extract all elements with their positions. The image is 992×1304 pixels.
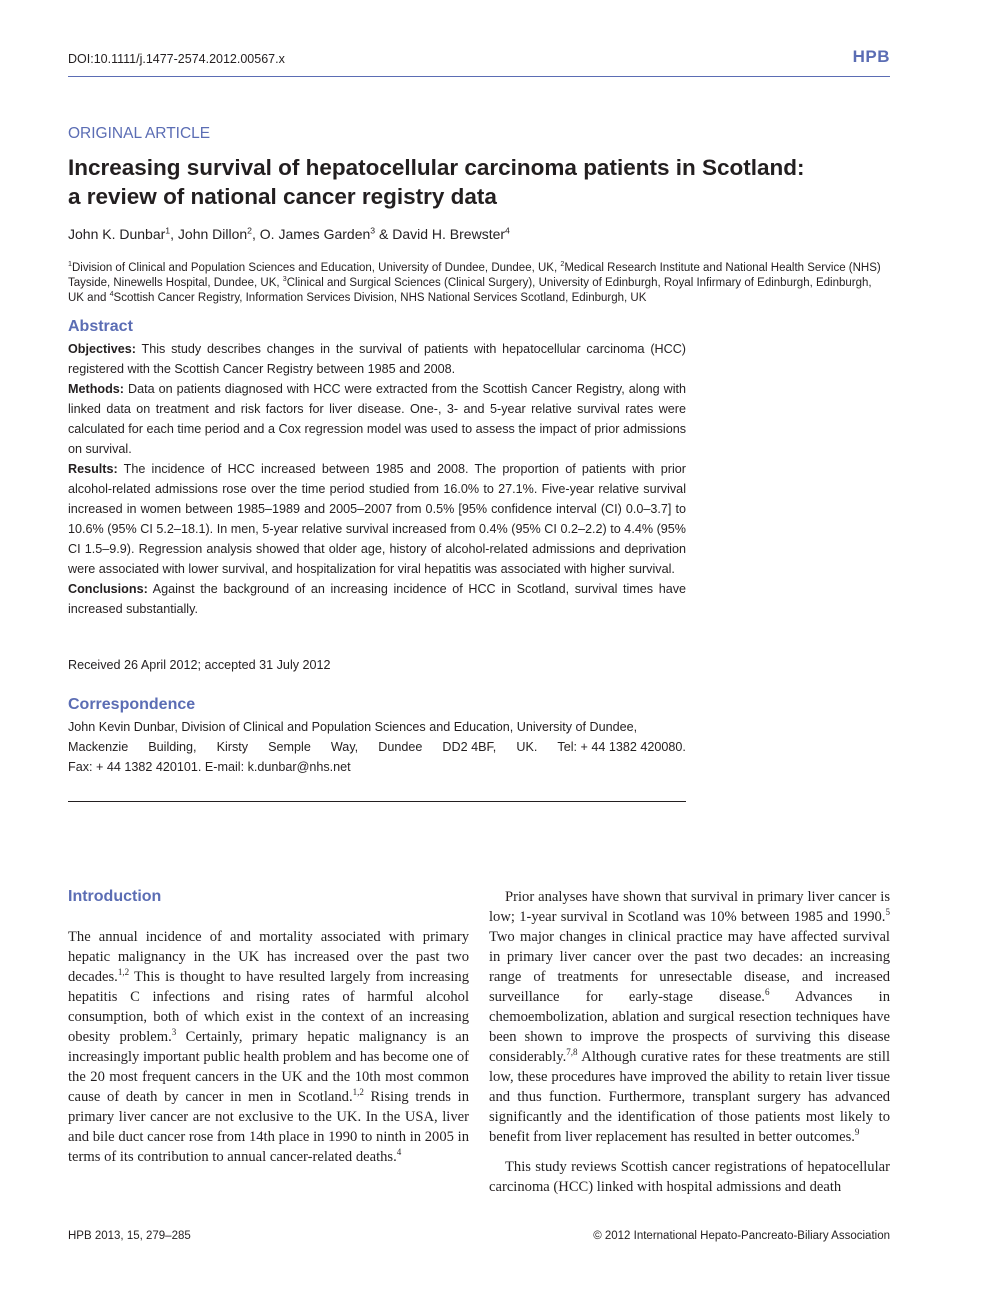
correspondence-word: Building, (148, 740, 197, 754)
author-name: O. James Garden (259, 226, 371, 242)
citation-marker: 3 (171, 1027, 177, 1038)
citation-marker: 1,2 (117, 967, 130, 978)
correspondence-word: Kirsty (216, 740, 249, 754)
correspondence-word: Tel: + 44 1382 420080. (557, 740, 686, 754)
abstract-body (68, 339, 686, 619)
methods-text: Data on patients diagnosed with HCC were extracted from the Scottish Cancer Registry, along with linked data on treatment and risk factors for liver disease. One-, 3- and 5-year relative survival rates were calculated for each time period and a Cox regression model was used to assess the impact of prior admissions on survival. (68, 382, 686, 456)
body-column-left (68, 927, 469, 1167)
objectives-label: Objectives: (68, 342, 136, 356)
title-line-1: Increasing survival of hepatocellular carcinoma patients in Scotland: (68, 155, 805, 180)
abstract-objectives (68, 339, 686, 379)
body-text: Advances in chemoembolization, ablation and surgical resection techniques have been shown to improve the prospects of surviving this disease considerably. (489, 989, 890, 1065)
received-dates: Received 26 April 2012; accepted 31 July 2012 (68, 658, 331, 672)
affiliation-text: Medical Research Institute and National Health Service (NHS) Tayside, Ninewells Hospital, Dundee, UK, (68, 262, 881, 289)
objectives-text: This study describes changes in the survival of patients with hepatocellular carcinoma (HCC) registered with the Scottish Cancer Registry between 1985 and 2008. (68, 342, 687, 376)
citation-marker: 7,8 (566, 1047, 578, 1058)
citation-marker: 6 (764, 987, 770, 998)
footer-copyright: © 2012 International Hepato-Pancreato-Biliary Association (593, 1230, 890, 1242)
affiliations (68, 261, 890, 306)
methods-label: Methods: (68, 382, 124, 396)
correspondence-line-2 (68, 737, 686, 757)
author-name: John Dillon (177, 226, 248, 242)
body-text: Rising trends in primary liver cancer are not exclusive to the UK. In the USA, liver and bile duct cancer rose from 14th place in 1990 to ninth in 2005 in terms of its contribution to annual cancer-related deaths. (68, 1089, 469, 1165)
title-line-2: a review of national cancer registry data (68, 184, 497, 209)
abstract-heading: Abstract (68, 318, 133, 335)
intro-paragraph-3 (489, 1157, 890, 1197)
abstract-rule (68, 801, 686, 802)
body-text: Certainly, primary hepatic malignancy is an increasingly important public health problem and has become one of the 20 most frequent cancers in the UK and the 10th most common cause of death by cancer in men in Scotland. (68, 1029, 469, 1105)
header-rule (68, 76, 890, 77)
introduction-heading: Introduction (68, 888, 162, 905)
correspondence-word: Dundee (378, 740, 423, 754)
affiliation-text: Scottish Cancer Registry, Information Services Division, NHS National Services Scotland, Edinburgh, UK (113, 292, 647, 304)
doi: DOI:10.1111/j.1477-2574.2012.00567.x (68, 52, 285, 66)
correspondence-word: DD2 4BF, (442, 740, 497, 754)
author-affiliation-marker: 1 (165, 225, 171, 236)
citation-marker: 1,2 (352, 1087, 364, 1098)
correspondence-word: Mackenzie (68, 740, 129, 754)
body-text: Although curative rates for these treatments are still low, these procedures have improved the ability to retain liver tissue and thus function. Furthermore, transplant surgery has advanced significantly and the identification of those patients most likely to benefit from liver replacement has resulted in better outcomes. (489, 1049, 890, 1145)
article-title (68, 153, 898, 211)
correspondence-word: UK. (516, 740, 538, 754)
conclusions-label: Conclusions: (68, 582, 148, 596)
results-text: The incidence of HCC increased between 1985 and 2008. The proportion of patients with prior alcohol-related admissions rose over the time period studied from 16.0% to 27.1%. Five-year relative survival increased in women between 1985–1989 and 2005–2007 from 0.5% [95% confidence interval (CI) 0.0–3.7] to 10.6% (95% CI 5.2–18.1). In men, 5-year relative survival increased from 0.4% (95% CI 0.2–2.2) to 4.4% (95% CI 1.5–9.9). Regression analysis showed that older age, history of alcohol-related admissions and deprivation were associated with lower survival, and hospitalization for viral hepatitis was associated with higher survival. (68, 462, 686, 576)
correspondence-body (68, 717, 686, 777)
article-type: ORIGINAL ARTICLE (68, 125, 211, 142)
journal-logo: HPB (852, 47, 890, 66)
abstract-methods (68, 379, 686, 459)
author-name: David H. Brewster (392, 226, 506, 242)
correspondence-word: Way, (330, 740, 359, 754)
affiliation-marker: 4 (109, 290, 114, 299)
body-column-right (489, 887, 890, 1197)
author-name: John K. Dunbar (68, 226, 166, 242)
conclusions-text: Against the background of an increasing incidence of HCC in Scotland, survival times have increased substantially. (68, 582, 686, 616)
citation-marker: 9 (854, 1127, 860, 1138)
abstract-conclusions (68, 579, 686, 619)
body-text: Two major changes in clinical practice may have affected survival in primary liver cancer over the past two decades: an increasing range of treatments for unresectable disease, and increased surveillance for early-stage disease. (489, 929, 890, 1005)
affiliation-marker: 2 (560, 260, 565, 269)
author-affiliation-marker: 2 (247, 225, 252, 236)
correspondence-word: Semple (268, 740, 311, 754)
intro-paragraph-2 (489, 887, 890, 1147)
affiliation-text: Division of Clinical and Population Sciences and Education, University of Dundee, Dundee, UK, (71, 262, 561, 274)
citation-marker: 5 (885, 907, 890, 918)
affiliation-marker: 1 (68, 260, 72, 269)
body-text: Prior analyses have shown that survival in primary liver cancer is low; 1-year survival in Scotland was 10% between 1985 and 1990. (489, 889, 890, 925)
correspondence-line-3: Fax: + 44 1382 420101. E-mail: k.dunbar@nhs.net (68, 760, 351, 774)
body-text: This study reviews Scottish cancer registrations of hepatocellular carcinoma (HCC) linked with hospital admissions and death (489, 1159, 890, 1195)
correspondence-line-1: John Kevin Dunbar, Division of Clinical and Population Sciences and Education, University of Dundee, (68, 720, 638, 734)
footer-citation: HPB 2013, 15, 279–285 (68, 1230, 191, 1242)
author-affiliation-marker: 3 (370, 225, 376, 236)
affiliation-text: Clinical and Surgical Sciences (Clinical Surgery), University of Edinburgh, Royal Infirmary of Edinburgh, Edinburgh, UK and (68, 277, 872, 304)
results-label: Results: (68, 462, 118, 476)
abstract-results (68, 459, 686, 579)
author-list: John K. Dunbar$^1$, John Dillon$^2$, O. James Garden$^3$ & David H. Brewster$^4$ (68, 225, 510, 242)
body-text: The annual incidence of and mortality associated with primary hepatic malignancy in the UK has increased over the past two decades. (68, 929, 469, 985)
citation-marker: 4 (396, 1147, 402, 1158)
body-text: This is thought to have resulted largely from increasing hepatitis C infections and rising rates of harmful alcohol consumption, both of which exist in the context of an increasing obesity problem. (68, 969, 469, 1045)
affiliation-marker: 3 (282, 275, 287, 284)
intro-paragraph-1 (68, 927, 469, 1167)
correspondence-heading: Correspondence (68, 696, 196, 713)
author-affiliation-marker: 4 (505, 225, 510, 236)
